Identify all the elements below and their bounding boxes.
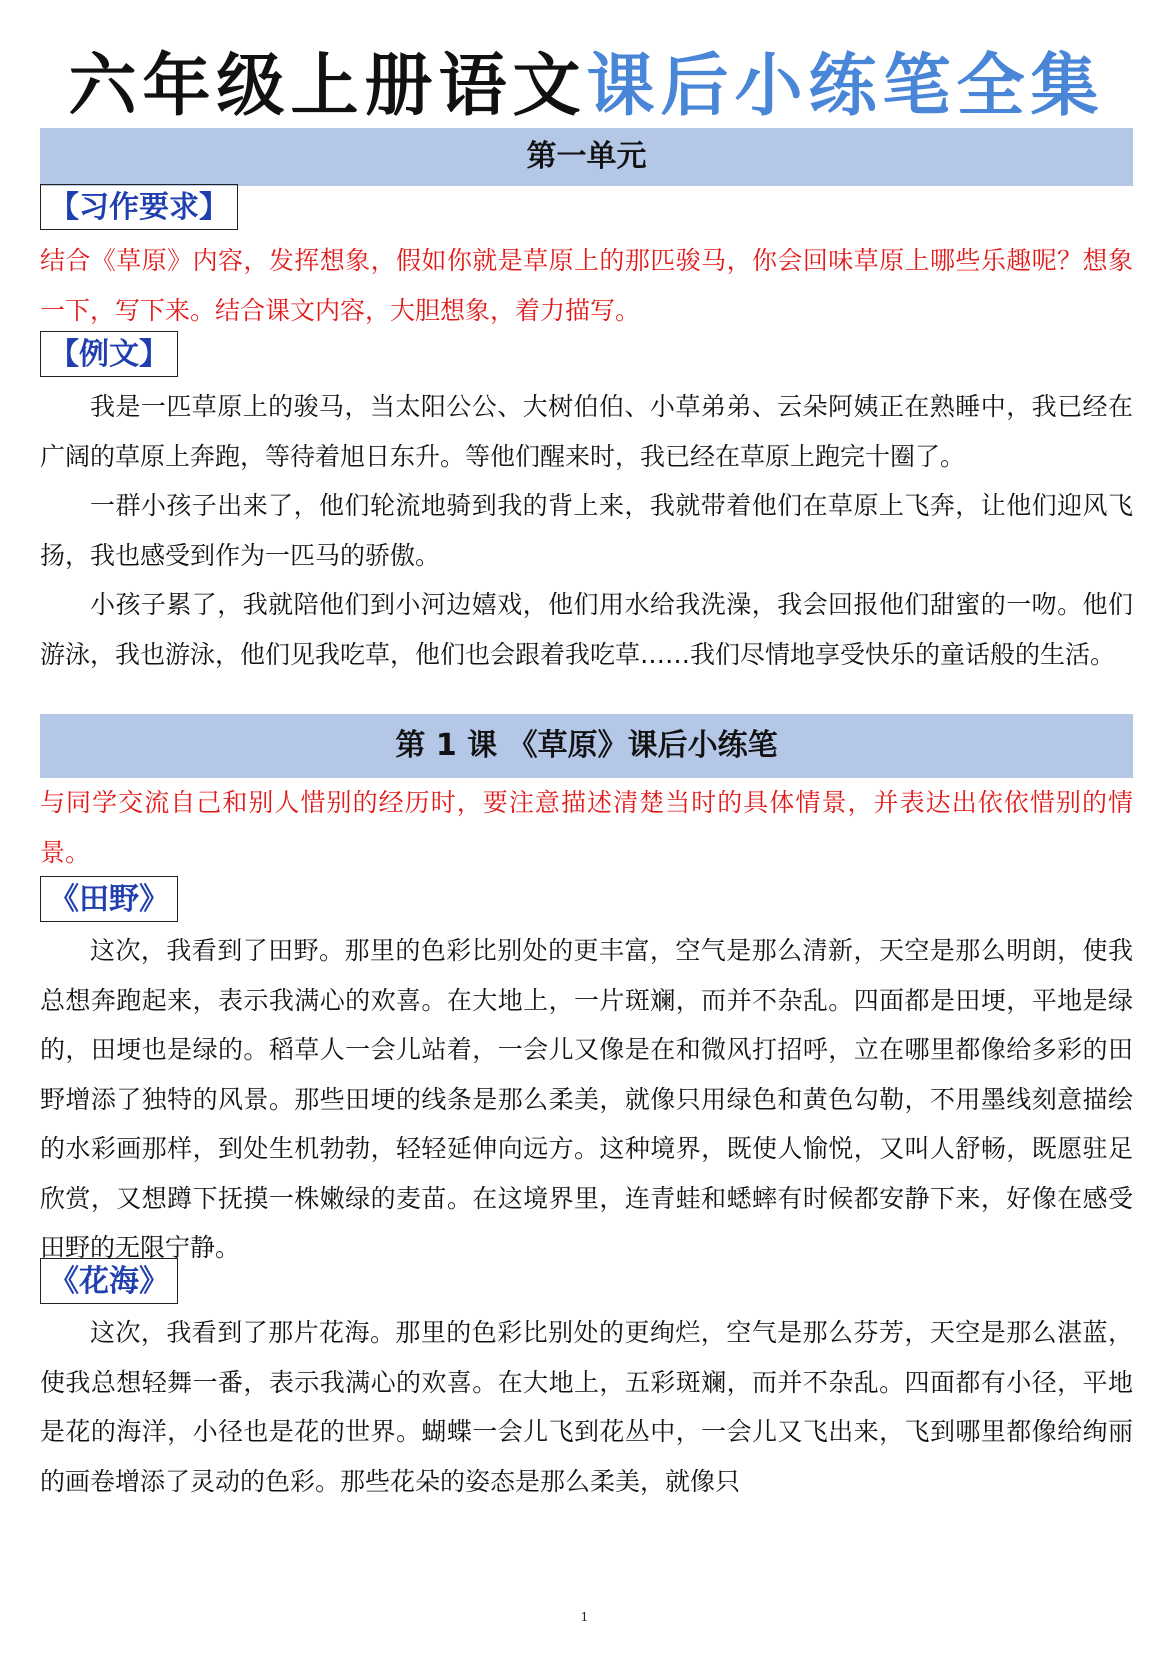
essay-tianye — [40, 926, 1133, 1273]
essay-huahai-tag: 《花海》 — [40, 1258, 178, 1304]
example-paragraph-2: 一群小孩子出来了，他们轮流地骑到我的背上来，我就带着他们在草原上飞奔，让他们迎风飞扬，我也感受到作为一匹马的骄傲。 — [40, 491, 1133, 570]
essay-tianye-tag: 《田野》 — [40, 876, 178, 922]
example-paragraph-1: 我是一匹草原上的骏马，当太阳公公、大树伯伯、小草弟弟、云朵阿姨正在熟睡中，我已经在广阔的草原上奔跑，等待着旭日东升。等他们醒来时，我已经在草原上跑完十圈了。 — [40, 392, 1133, 471]
essay-huahai-paragraph: 这次，我看到了那片花海。那里的色彩比别处的更绚烂，空气是那么芬芳，天空是那么湛蓝，使我总想轻舞一番，表示我满心的欢喜。在大地上，五彩斑斓，而并不杂乱。四面都有小径，平地是花的海洋，小径也是花的世界。蝴蝶一会儿飞到花丛中，一会儿又飞出来，飞到哪里都像给绚丽的画卷增添了灵动的色彩。那些花朵的姿态是那么柔美，就像只 — [40, 1318, 1133, 1496]
essay-huahai — [40, 1308, 1133, 1506]
lesson-1-requirement — [40, 778, 1133, 877]
writing-requirement-text — [40, 236, 1133, 335]
writing-requirement-tag: 【习作要求】 — [40, 184, 238, 230]
example-essay — [40, 382, 1133, 679]
example-paragraph-3: 小孩子累了，我就陪他们到小河边嬉戏，他们用水给我洗澡，我会回报他们甜蜜的一吻。他们游泳，我也游泳，他们见我吃草，他们也会跟着我吃草……我们尽情地享受快乐的童话般的生活。 — [40, 590, 1133, 669]
requirement-paragraph: 结合《草原》内容，发挥想象，假如你就是草原上的那匹骏马，你会回味草原上哪些乐趣呢？想象一下，写下来。结合课文内容，大胆想象，着力描写。 — [40, 246, 1133, 325]
lesson-requirement-paragraph: 与同学交流自己和别人惜别的经历时，要注意描述清楚当时的具体情景，并表达出依依惜别的情景。 — [40, 788, 1133, 867]
page-title — [40, 42, 1133, 132]
title-part-1: 六年级上册语文 — [68, 47, 587, 126]
unit-1-header: 第一单元 — [40, 128, 1133, 186]
essay-tianye-paragraph: 这次，我看到了田野。那里的色彩比别处的更丰富，空气是那么清新，天空是那么明朗，使我总想奔跑起来，表示我满心的欢喜。在大地上，一片斑斓，而并不杂乱。四面都是田埂，平地是绿的，田埂也是绿的。稻草人一会儿站着，一会儿又像是在和微风打招呼，立在哪里都像给多彩的田野增添了独特的风景。那些田埂的线条是那么柔美，就像只用绿色和黄色勾勒，不用墨线刻意描绘的水彩画那样，到处生机勃勃，轻轻延伸向远方。这种境界，既使人愉悦，又叫人舒畅，既愿驻足欣赏，又想蹲下抚摸一株嫩绿的麦苗。在这境界里，连青蛙和蟋蟀有时候都安静下来，好像在感受田野的无限宁静。 — [40, 936, 1133, 1262]
page-number: 1 — [580, 1610, 589, 1624]
title-part-2: 课后小练笔全集 — [586, 47, 1105, 126]
example-tag: 【例文】 — [40, 331, 178, 377]
lesson-1-header: 第 1 课 《草原》课后小练笔 — [40, 714, 1133, 778]
